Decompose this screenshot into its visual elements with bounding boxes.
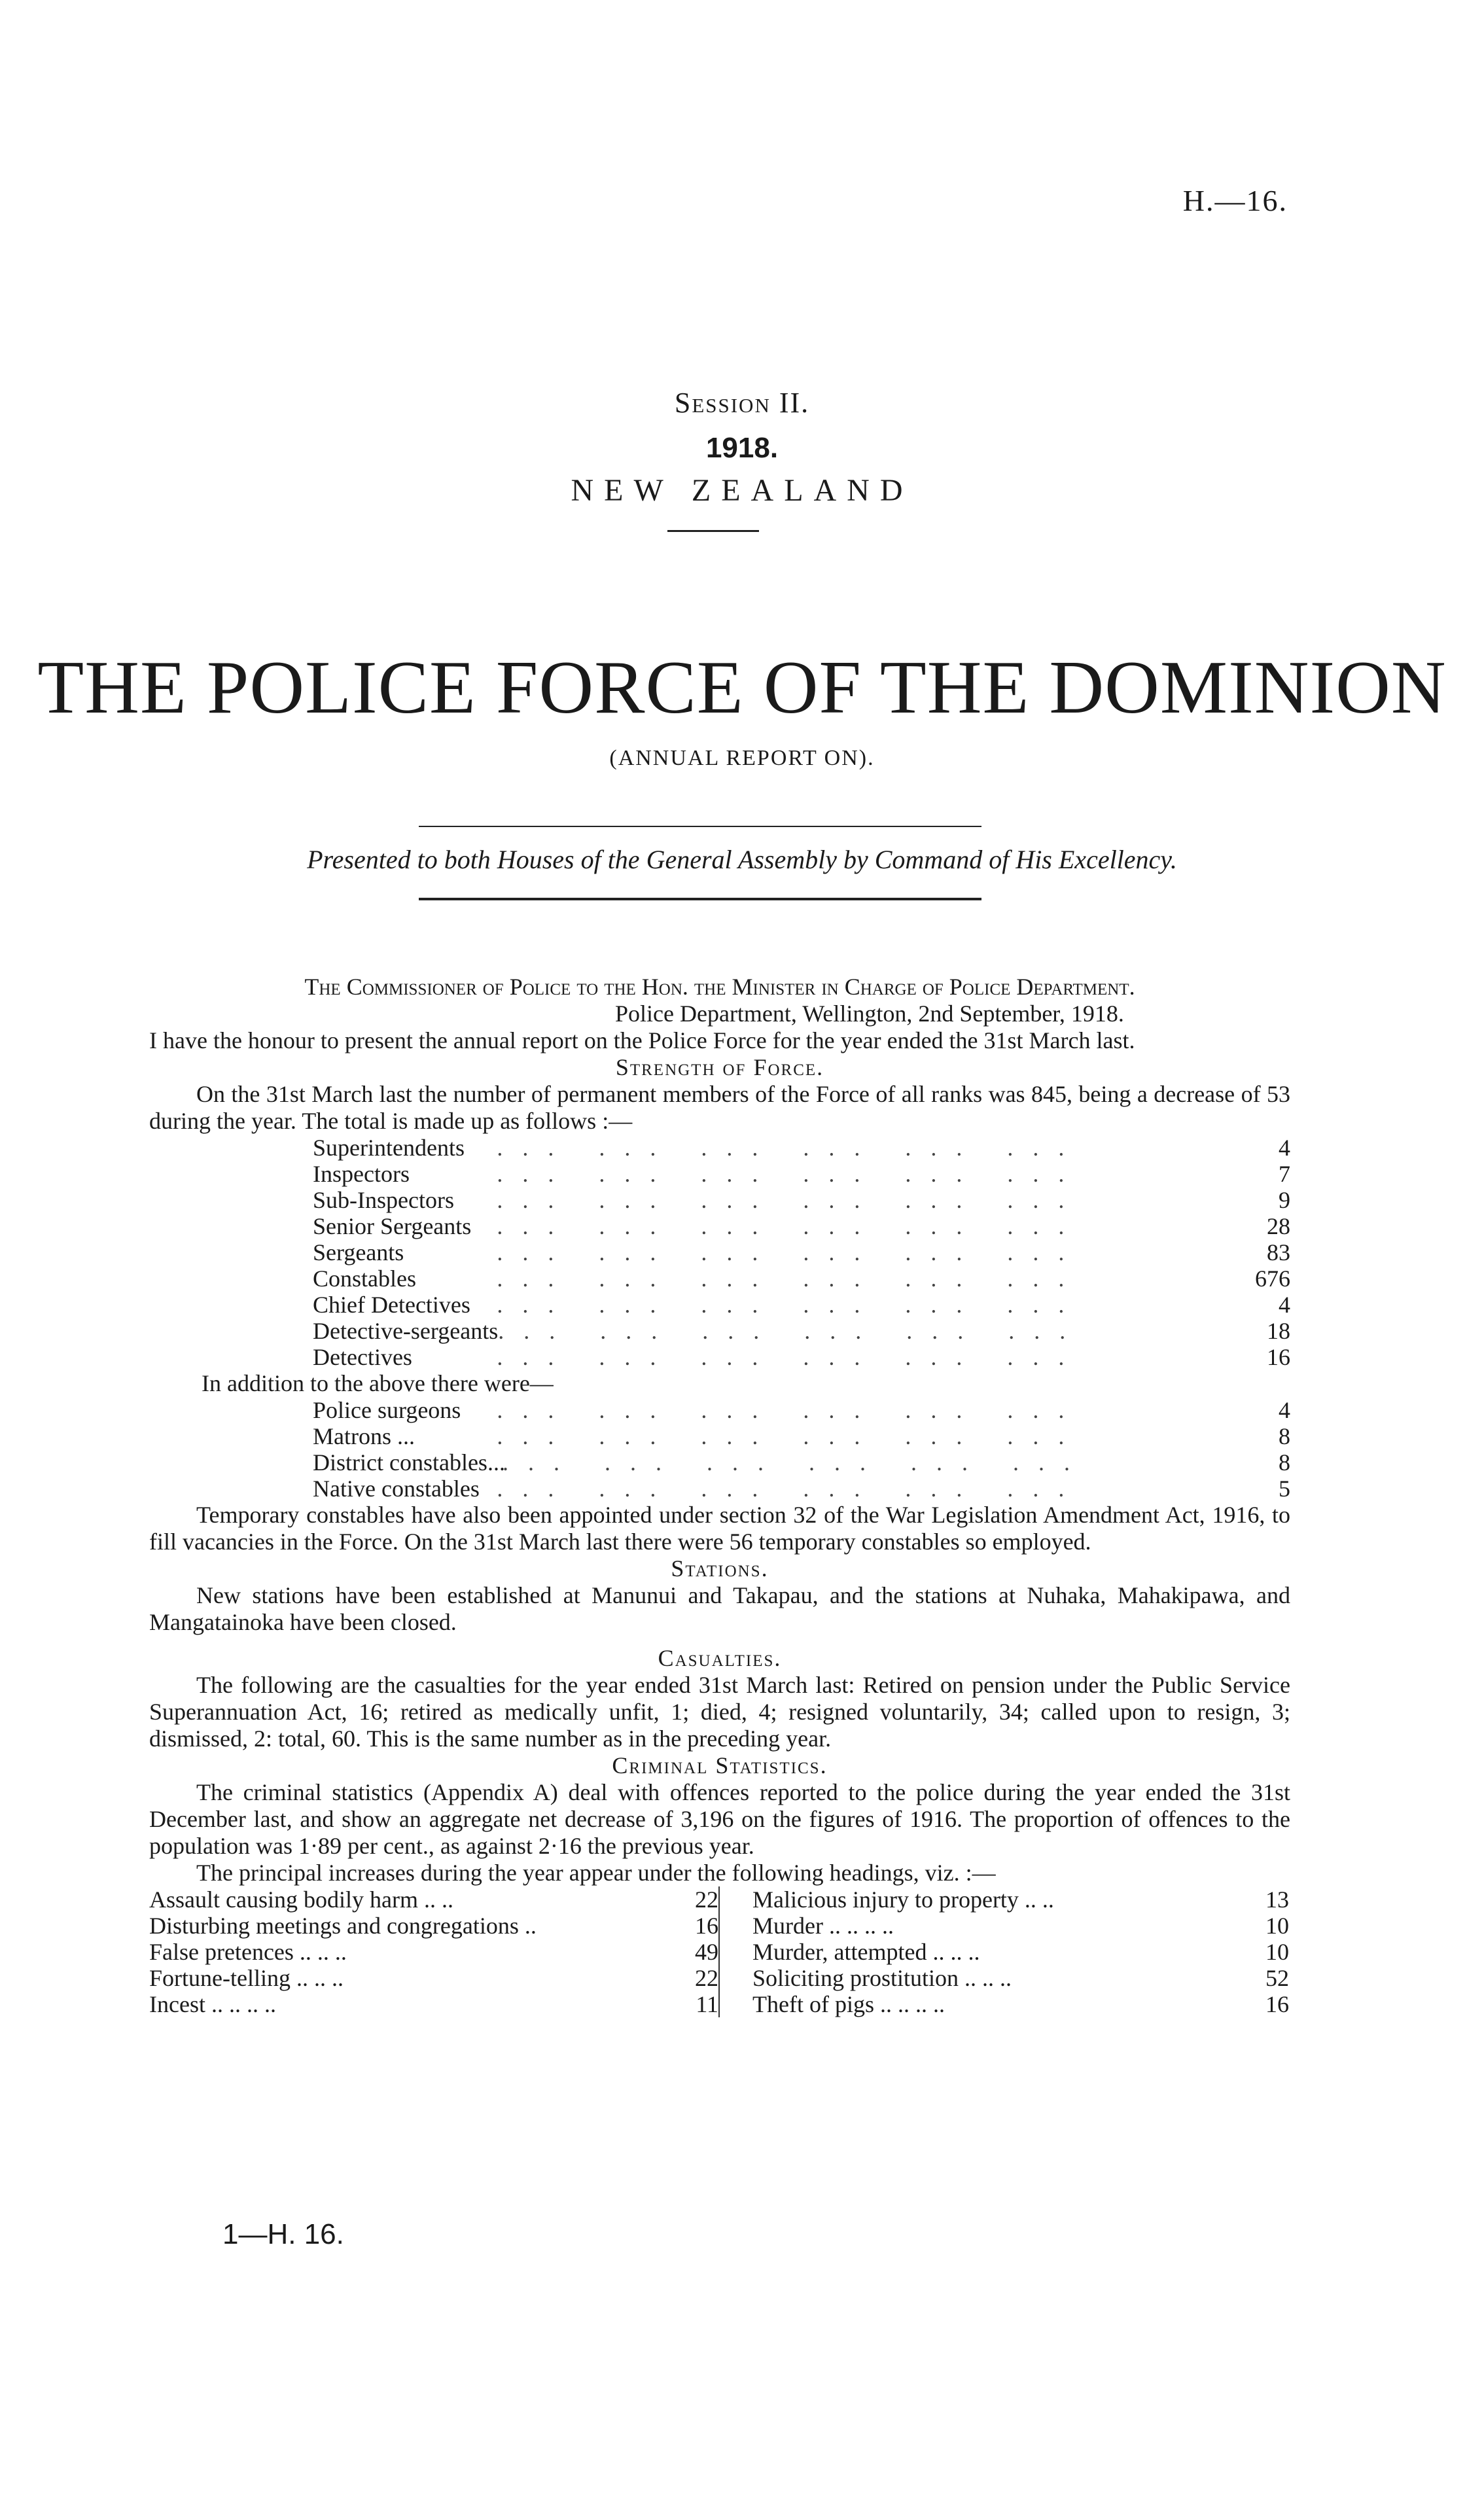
leader-dots: ... ... ... ... ... ... — [503, 1449, 1089, 1476]
leader-dots: ... ... ... ... ... ... — [497, 1344, 1084, 1370]
section-heading-stations: Stations. — [671, 1555, 769, 1582]
row-label: Disturbing meetings and congregations .. — [149, 1913, 537, 1939]
table-row — [149, 1292, 1290, 1318]
table-row — [149, 1423, 1290, 1449]
table-row — [752, 1913, 1289, 1939]
row-value: 4 — [1279, 1292, 1290, 1318]
row-value: 4 — [1279, 1397, 1290, 1423]
row-label: Constables — [313, 1265, 416, 1292]
divider — [667, 530, 759, 532]
row-value: 11 — [696, 1991, 718, 2017]
row-value: 8 — [1279, 1449, 1290, 1476]
row-label: Theft of pigs .. .. .. .. — [752, 1991, 945, 2017]
row-value: 7 — [1279, 1161, 1290, 1187]
row-label: Malicious injury to property .. .. — [752, 1886, 1054, 1913]
strength-intro: On the 31st March last the number of permanent members of the Force of all ranks was 845, being a decrease of 53 during the year. The total is made up as follows :— — [149, 1081, 1290, 1134]
row-value: 16 — [1267, 1344, 1290, 1370]
table-row — [752, 1965, 1289, 1991]
row-label: Senior Sergeants — [313, 1213, 472, 1239]
leader-dots: ... ... ... ... ... ... — [497, 1292, 1084, 1318]
row-value: 16 — [695, 1913, 718, 1939]
country-label: NEW ZEALAND — [571, 473, 913, 508]
divider — [419, 826, 981, 827]
intro-paragraph: I have the honour to present the annual report on the Police Force for the year ended the 31st March last. — [149, 1027, 1135, 1053]
row-label: Chief Detectives — [313, 1292, 470, 1318]
addressee-line: The Commissioner of Police to the Hon. the Minister in Charge of Police Department. — [304, 974, 1135, 1000]
report-body — [149, 974, 1290, 2017]
increases-intro: The principal increases during the year appear under the following headings, viz. :— — [196, 1860, 996, 1886]
row-value: 13 — [1265, 1886, 1289, 1913]
table-row — [149, 1886, 718, 1913]
addition-list — [149, 1397, 1290, 1502]
row-label: Native constables — [313, 1476, 480, 1502]
leader-dots: ... ... ... ... ... ... — [497, 1476, 1084, 1502]
row-label: Fortune-telling .. .. .. — [149, 1965, 344, 1991]
table-row — [149, 1239, 1290, 1265]
footer-reference: 1—H. 16. — [222, 2218, 344, 2250]
strength-list — [149, 1135, 1290, 1370]
presented-line: Presented to both Houses of the General Assembly by Command of His Excellency. — [307, 845, 1177, 874]
table-row — [149, 1397, 1290, 1423]
row-label: Inspectors — [313, 1161, 410, 1187]
divider — [419, 898, 981, 900]
row-value: 49 — [695, 1939, 718, 1965]
leader-dots: ... ... ... ... ... ... — [497, 1239, 1084, 1265]
row-label: Incest .. .. .. .. — [149, 1991, 276, 2017]
leader-dots: ... ... ... ... ... ... — [497, 1423, 1084, 1449]
row-label: Superintendents — [313, 1135, 465, 1161]
dateline: Police Department, Wellington, 2nd September, 1918. — [615, 1000, 1124, 1027]
table-row — [149, 1265, 1290, 1292]
document-subtitle: (ANNUAL REPORT ON). — [609, 746, 875, 770]
row-label: Sergeants — [313, 1239, 404, 1265]
row-label: District constables... — [313, 1449, 505, 1476]
row-value: 22 — [695, 1965, 718, 1991]
stations-paragraph: New stations have been established at Manunui and Takapau, and the stations at Nuhaka, Mahakipawa, and Mangatainoka have been closed. — [149, 1582, 1290, 1635]
section-heading-casualties: Casualties. — [658, 1645, 782, 1671]
section-heading-criminal: Criminal Statistics. — [612, 1752, 828, 1778]
row-label: Police surgeons — [313, 1397, 461, 1423]
row-value: 10 — [1265, 1913, 1289, 1939]
leader-dots: ... ... ... ... ... ... — [497, 1135, 1084, 1161]
session-label: Session II. — [674, 387, 810, 419]
row-value: 22 — [695, 1886, 718, 1913]
table-row — [752, 1991, 1289, 2017]
table-row — [149, 1449, 1290, 1476]
row-label: Assault causing bodily harm .. .. — [149, 1886, 453, 1913]
table-row — [149, 1318, 1290, 1344]
document-title: THE POLICE FORCE OF THE DOMINION — [37, 646, 1447, 730]
table-row — [149, 1161, 1290, 1187]
row-value: 10 — [1265, 1939, 1289, 1965]
table-row — [149, 1965, 718, 1991]
leader-dots: ... ... ... ... ... ... — [497, 1265, 1084, 1292]
row-label: False pretences .. .. .. — [149, 1939, 347, 1965]
row-label: Matrons ... — [313, 1423, 415, 1449]
table-row — [149, 1991, 718, 2017]
row-label: Detectives — [313, 1344, 412, 1370]
temporary-paragraph: Temporary constables have also been appointed under section 32 of the War Legislation Amendment Act, 1916, to fill vacancies in the Force. On the 31st March last there were 56 temporary constables so employed. — [149, 1502, 1290, 1555]
row-value: 676 — [1255, 1265, 1290, 1292]
row-value: 4 — [1279, 1135, 1290, 1161]
addition-intro: In addition to the above there were— — [202, 1370, 554, 1396]
leader-dots: ... ... ... ... ... ... — [497, 1213, 1084, 1239]
year-label: 1918. — [705, 432, 779, 464]
row-value: 9 — [1279, 1187, 1290, 1213]
table-row — [149, 1213, 1290, 1239]
increases-left-column — [149, 1886, 718, 2017]
table-row — [149, 1187, 1290, 1213]
increases-table — [149, 1886, 1290, 2017]
table-row — [149, 1135, 1290, 1161]
table-row — [752, 1886, 1289, 1913]
row-value: 8 — [1279, 1423, 1290, 1449]
row-label: Murder .. .. .. .. — [752, 1913, 894, 1939]
table-row — [149, 1476, 1290, 1502]
casualties-paragraph: The following are the casualties for the year ended 31st March last: Retired on pension under the Public Service Superannuation Act, 16; retired as medically unfit, 1; died, 4; resigned voluntarily, 34; called upon to resign, 3; dismissed, 2: total, 60. This is the same number as in the preceding year. — [149, 1672, 1290, 1752]
leader-dots: ... ... ... ... ... ... — [498, 1318, 1086, 1344]
row-value: 83 — [1267, 1239, 1290, 1265]
increases-right-column — [718, 1886, 1289, 2017]
leader-dots: ... ... ... ... ... ... — [497, 1161, 1084, 1187]
table-row — [149, 1939, 718, 1965]
row-label: Murder, attempted .. .. .. — [752, 1939, 980, 1965]
row-label: Detective-sergeants — [313, 1318, 499, 1344]
leader-dots: ... ... ... ... ... ... — [497, 1397, 1084, 1423]
table-row — [149, 1344, 1290, 1370]
row-value: 5 — [1279, 1476, 1290, 1502]
leader-dots: ... ... ... ... ... ... — [497, 1187, 1084, 1213]
section-heading-strength: Strength of Force. — [615, 1054, 824, 1080]
row-value: 28 — [1267, 1213, 1290, 1239]
criminal-paragraph: The criminal statistics (Appendix A) deal with offences reported to the police during the year ended the 31st December last, and show an aggregate net decrease of 3,196 on the figures of 1916. The proportion of offences to the population was 1·89 per cent., as against 2·16 the previous year. — [149, 1779, 1290, 1859]
row-value: 18 — [1267, 1318, 1290, 1344]
row-value: 52 — [1265, 1965, 1289, 1991]
table-row — [149, 1913, 718, 1939]
row-label: Sub-Inspectors — [313, 1187, 454, 1213]
page-reference: H.—16. — [1182, 184, 1288, 217]
row-label: Soliciting prostitution .. .. .. — [752, 1965, 1012, 1991]
row-value: 16 — [1265, 1991, 1289, 2017]
table-row — [752, 1939, 1289, 1965]
